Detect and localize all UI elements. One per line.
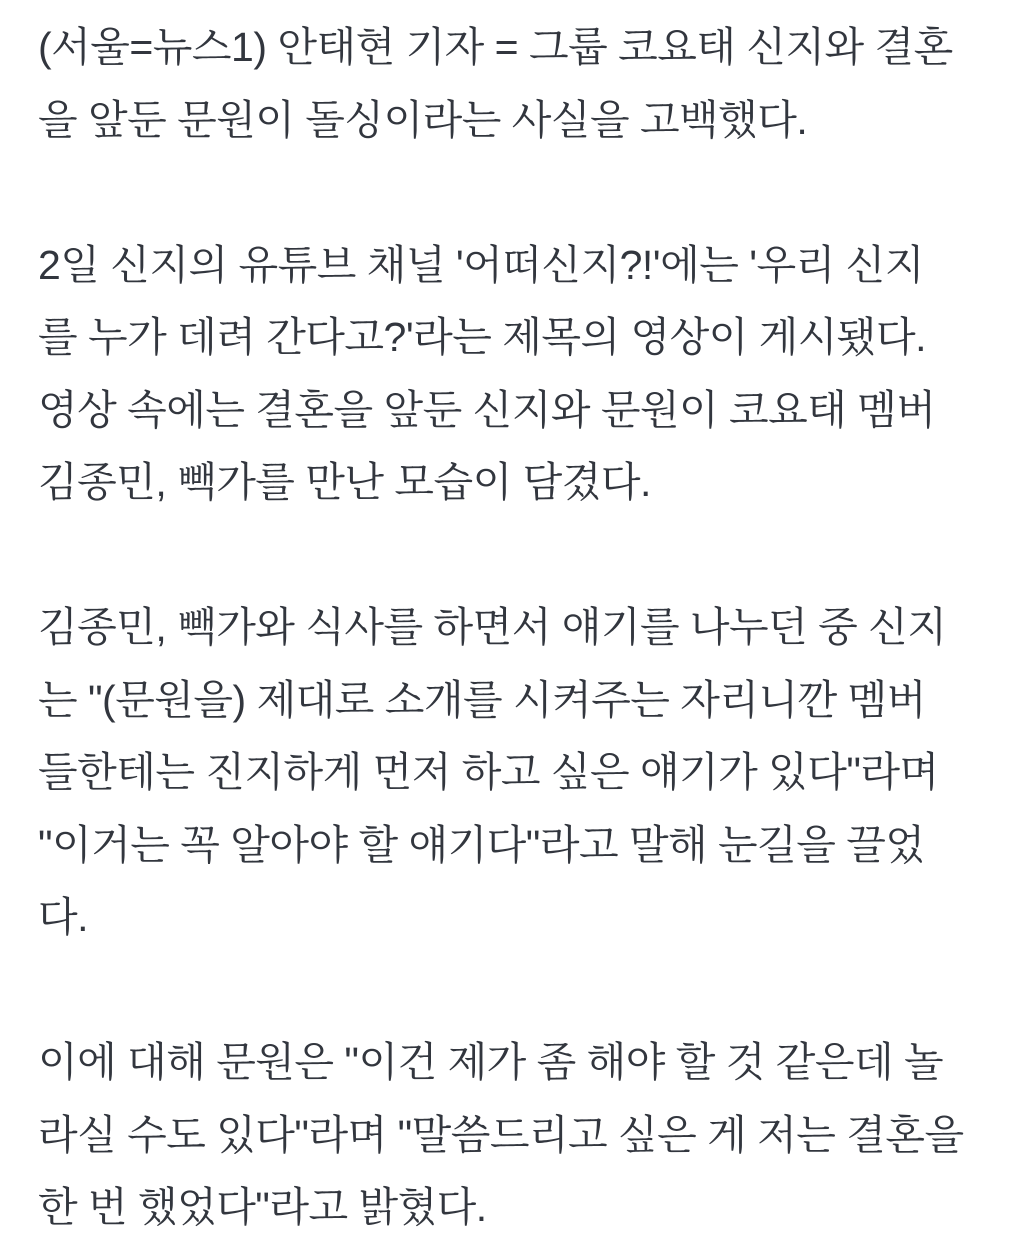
article-line: 다. — [38, 894, 88, 940]
article-line: 영상 속에는 결혼을 앞둔 신지와 문원이 코요태 멤버 — [38, 386, 936, 433]
article-line: 들한테는 진지하게 먼저 하고 싶은 얘기가 있다"라며 — [38, 749, 939, 795]
article-line: 을 앞둔 문원이 돌싱이라는 사실을 고백했다. — [38, 96, 808, 143]
article-line: 2일 신지의 유튜브 채널 '어떠신지?!'에는 '우리 신지 — [38, 241, 924, 288]
article-line: (서울=뉴스1) 안태현 기자 = 그룹 코요태 신지와 결혼 — [38, 24, 953, 70]
article-line: "이거는 꼭 알아야 할 얘기다"라고 말해 눈길을 끌었 — [38, 821, 925, 868]
article-line: 이에 대해 문원은 "이건 제가 좀 해야 할 것 같은데 놀 — [38, 1039, 944, 1085]
article-line: 김종민, 빽가를 만난 모습이 담겼다. — [38, 459, 651, 505]
article-paragraph — [38, 591, 986, 954]
article-paragraph — [38, 229, 986, 519]
article-line: 김종민, 빽가와 식사를 하면서 얘기를 나누던 중 신지 — [38, 604, 947, 650]
article-paragraph — [38, 11, 986, 156]
article-line: 는 "(문원을) 제대로 소개를 시켜주는 자리니깐 멤버 — [38, 676, 926, 723]
article-line: 를 누가 데려 간다고?'라는 제목의 영상이 게시됐다. — [38, 314, 926, 360]
article-paragraph — [38, 1026, 986, 1244]
article-line: 한 번 했었다"라고 밝혔다. — [38, 1184, 487, 1230]
article-line: 라실 수도 있다"라며 "말씀드리고 싶은 게 저는 결혼을 — [38, 1111, 964, 1158]
